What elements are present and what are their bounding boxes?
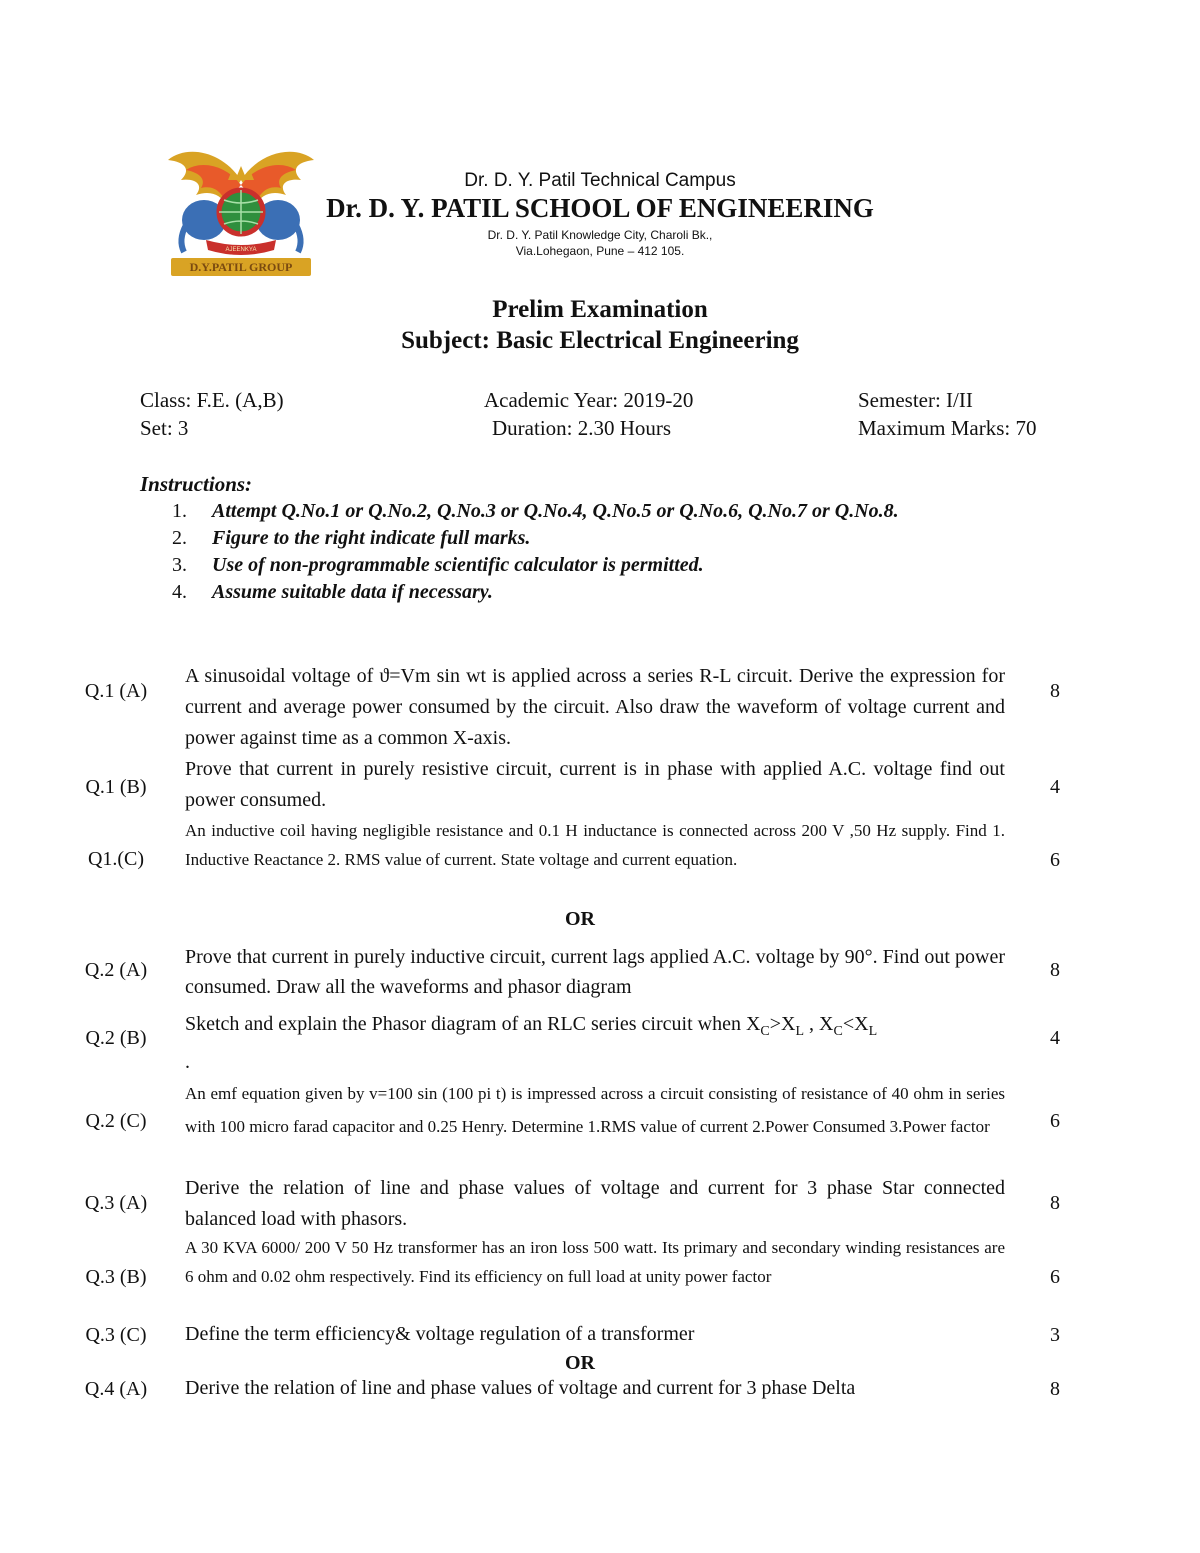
question-marks: 6 (1050, 1266, 1060, 1288)
question-label: Q.1 (B) (85, 776, 147, 798)
academic-year: Academic Year: 2019-20 (484, 388, 694, 412)
question-label: Q.4 (A) (84, 1378, 148, 1400)
question-label: Q.3 (A) (84, 1192, 148, 1214)
instruction-item (172, 498, 899, 525)
question-label: Q.2 (B) (85, 1027, 147, 1049)
question-text: Derive the relation of line and phase values of voltage and current for 3 phase Star connected balanced load with phasors. (185, 1177, 1005, 1230)
exam-subject: Subject: Basic Electrical Engineering (401, 327, 799, 354)
question-marks: 8 (1050, 959, 1060, 981)
duration: Duration: 2.30 Hours (492, 416, 672, 440)
logo-ribbon-text: AJEENKYA (225, 247, 257, 253)
instruction-text: Figure to the right indicate full marks. (212, 527, 531, 549)
question-label: Q.2 (C) (85, 1110, 147, 1132)
semester: Semester: I/II (858, 388, 973, 412)
instruction-text: Use of non-programmable scientific calculator is permitted. (212, 554, 704, 576)
question-label: Q.3 (B) (85, 1266, 147, 1288)
question-text: An emf equation given by v=100 sin (100 pi t) is impressed across a circuit consisting of resistance of 40 ohm in series with 100 micro farad capacitor and 0.25 Henry. Determine 1.RMS value of current 2.Power Consumed 3.Power factor (185, 1084, 1005, 1136)
question-label: Q.1 (A) (84, 680, 148, 702)
campus-name: Dr. D. Y. Patil Technical Campus (464, 170, 736, 191)
instruction-text: Attempt Q.No.1 or Q.No.2, Q.No.3 or Q.No.4, Q.No.5 or Q.No.6, Q.No.7 or Q.No.8. (212, 500, 899, 522)
subscript-c: C (760, 1024, 770, 1039)
instruction-item (172, 579, 899, 606)
instruction-number: 3. (172, 554, 187, 576)
instruction-item (172, 525, 899, 552)
class-info: Class: F.E. (A,B) (140, 388, 284, 412)
question-label: Q.2 (A) (84, 959, 148, 981)
question-marks: 6 (1050, 849, 1060, 871)
question-text: Sketch and explain the Phasor diagram of an RLC series circuit when $X_C>X_L$ , $X_C<X_L$ . (185, 1013, 878, 1073)
question-text-prefix: Sketch and explain the Phasor diagram of an RLC series circuit when X (185, 1013, 761, 1035)
instruction-text: Assume suitable data if necessary. (212, 581, 493, 603)
question-label: Q.3 (C) (85, 1324, 147, 1346)
instructions-heading: Instructions: (140, 472, 253, 496)
question-text: A sinusoidal voltage of ϑ=Vm sin wt is applied across a series R-L circuit. Derive the expression for current and average power consumed by the circuit. Also draw the waveform of voltage current and power against time as a common X-axis. (185, 665, 1005, 749)
logo-banner-text: D.Y.PATIL GROUP (189, 260, 293, 274)
question-marks: 8 (1050, 1192, 1060, 1214)
question-marks: 6 (1050, 1110, 1060, 1132)
or-divider: OR (565, 1352, 595, 1374)
question-marks: 3 (1050, 1324, 1060, 1346)
or-divider: OR (565, 908, 595, 930)
question-text: A 30 KVA 6000/ 200 V 50 Hz transformer has an iron loss 500 watt. Its primary and secondary winding resistances are 6 ohm and 0.02 ohm respectively. Find its efficiency on full load at unity power factor (185, 1238, 1005, 1286)
address-line-1: Dr. D. Y. Patil Knowledge City, Charoli Bk., (487, 228, 713, 242)
instruction-number: 1. (172, 500, 187, 522)
subscript-c-2: C (833, 1024, 843, 1039)
subscript-l-2: L (868, 1024, 878, 1039)
question-text: An inductive coil having negligible resistance and 0.1 H inductance is connected across 200 V ,50 Hz supply. Find 1. Inductive Reactance 2. RMS value of current. State voltage and current equation. (185, 821, 1005, 869)
exam-title: Prelim Examination (492, 296, 708, 323)
subscript-l: L (795, 1024, 805, 1039)
question-marks: 4 (1050, 1027, 1060, 1049)
question-marks: 4 (1050, 776, 1060, 798)
question-marks: 8 (1050, 1378, 1060, 1400)
address-line-2: Via.Lohegaon, Pune – 412 105. (515, 244, 685, 258)
question-text: Prove that current in purely resistive circuit, current is in phase with applied A.C. voltage find out power consumed. (185, 758, 1005, 811)
school-name: Dr. D. Y. PATIL SCHOOL OF ENGINEERING (326, 193, 874, 223)
question-label: Q1.(C) (87, 848, 145, 870)
instructions-list (172, 498, 899, 606)
set-number: Set: 3 (140, 416, 189, 440)
question-marks: 8 (1050, 680, 1060, 702)
question-text: Derive the relation of line and phase values of voltage and current for 3 phase Delta (185, 1377, 856, 1399)
instruction-number: 4. (172, 581, 187, 603)
question-text: Prove that current in purely inductive circuit, current lags applied A.C. voltage by 90°. Find out power consumed. Draw all the waveforms and phasor diagram (185, 946, 1005, 998)
maximum-marks: Maximum Marks: 70 (858, 416, 1037, 440)
instruction-item (172, 552, 899, 579)
question-text: Define the term efficiency& voltage regulation of a transformer (185, 1323, 695, 1345)
college-logo (166, 140, 316, 280)
instruction-number: 2. (172, 527, 187, 549)
